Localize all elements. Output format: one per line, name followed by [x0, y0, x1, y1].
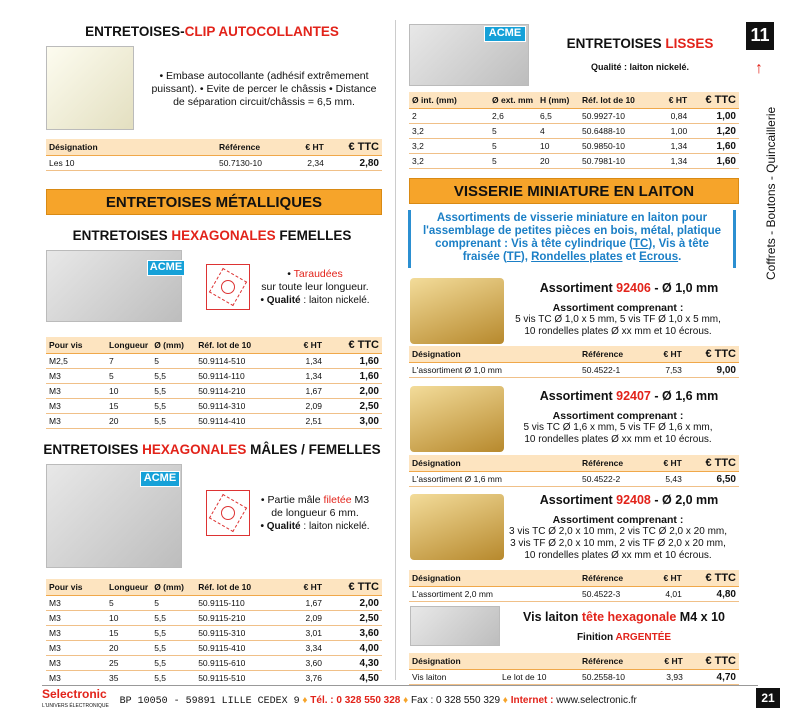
table-row: M3 25 5,5 50.9115-610 3,60 4,30 [46, 656, 382, 671]
table-row: Vis laiton Le lot de 10 50.2558-10 3,93 4,70 [409, 670, 739, 685]
table-row: M3 15 5,5 50.9114-310 2,09 2,50 [46, 399, 382, 414]
vis-tete-table: Désignation Référence € HT € TTC Vis laiton Le lot de 10 50.2558-10 3,93 4,70 [409, 653, 739, 685]
lisses-quality: Qualité : laiton nickelé. [590, 62, 690, 72]
hex-f-title: ENTRETOISES HEXAGONALES FEMELLES [72, 228, 352, 243]
hex-f-description: • Taraudées sur toute leur longueur. • Qualité : laiton nickelé. [260, 268, 370, 306]
footer-fax: Fax : 0 328 550 329 [411, 695, 501, 707]
hex-mf-title: ENTRETOISES HEXAGONALES MÂLES / FEMELLES [43, 442, 381, 457]
table-row: M3 15 5,5 50.9115-310 3,01 3,60 [46, 626, 382, 641]
hex-mf-table: Pour vis Longueur Ø (mm) Réf. lot de 10 € HT € TTC M3 5 5 50.9115-110 1,67 2,00 M3 10 5,5 50.9115-210 2,09 2,50 M3 15 5,5 50.9115-310 3,01 3,60 M3 20 5,5 50.9115-410 3,34 4,00 M3 25 5,5 50.9115-610 3,60 4,30 M3 35 5,5 50.9115-510 3,76 4,50 [46, 579, 382, 686]
footer-internet-label: Internet : [510, 695, 554, 707]
vis-tete-finish: Finition ARGENTÉE [576, 632, 672, 643]
assortment-image [410, 278, 504, 344]
hexagon-diagram-icon [206, 264, 250, 310]
table-row: M2,5 7 5 50.9114-510 1,34 1,60 [46, 354, 382, 369]
footer-website-link[interactable]: www.selectronic.fr [556, 695, 637, 707]
table-row: M3 20 5,5 50.9114-410 2,51 3,00 [46, 414, 382, 429]
table-row: 3,2 5 4 50.6488-10 1,00 1,20 [409, 124, 739, 139]
acme-logo: ACME [484, 26, 526, 42]
hexagon-diagram-icon [206, 490, 250, 536]
hex-mf-description: • Partie mâle filetée M3 de longueur 6 mm. • Qualité : laiton nickelé. [260, 494, 370, 532]
table-row: L'assortiment Ø 1,0 mm 50.4522-1 7,53 9,00 [409, 363, 739, 378]
page-number: 21 [756, 688, 780, 708]
table-row: Les 10 50.7130-10 2,34 2,80 [46, 156, 382, 171]
selectronic-logo: Selectronic L'UNIVERS ÉLECTRONIQUE [42, 687, 109, 709]
metal-band: ENTRETOISES MÉTALLIQUES [46, 189, 382, 215]
table-row: M3 5 5,5 50.9114-110 1,34 1,60 [46, 369, 382, 384]
arrow-up-icon: ↑ [755, 60, 763, 77]
acme-logo: ACME [140, 471, 180, 487]
clip-table: Désignation Référence € HT € TTC Les 10 50.7130-10 2,34 2,80 [46, 139, 382, 171]
table-row: 3,2 5 20 50.7981-10 1,34 1,60 [409, 154, 739, 169]
table-row: M3 35 5,5 50.9115-510 3,76 4,50 [46, 671, 382, 686]
clip-product-image [46, 46, 134, 130]
clip-description: • Embase autocollante (adhésif extrêmement puissant). • Evite de percer le châssis • Distance de séparation circuit/châssis = 6,5 mm. [151, 70, 377, 108]
chapter-label: Coffrets - Boutons - Quincaillerie [764, 106, 778, 280]
assortment-body: Assortiment comprenant : 5 vis TC Ø 1,0 x 5 mm, 5 vis TF Ø 1,0 x 5 mm, 10 rondelles plates Ø xx mm et 10 écrous. [515, 302, 721, 337]
assortment-body: Assortiment comprenant : 5 vis TC Ø 1,6 x mm, 5 vis TF Ø 1,6 x mm, 10 rondelles plates Ø xx mm et 10 écrous. [523, 410, 713, 445]
lisses-title: ENTRETOISES LISSES [566, 36, 714, 51]
hex-screw-image [410, 606, 500, 646]
column-divider [395, 20, 396, 680]
hex-f-table: Pour vis Longueur Ø (mm) Réf. lot de 10 € HT € TTC M2,5 7 5 50.9114-510 1,34 1,60 M3 5 5,5 50.9114-110 1,34 1,60 M3 10 5,5 50.9114-210 1,67 2,00 M3 15 5,5 50.9114-310 2,09 2,50 M3 20 5,5 50.9114-410 2,51 3,00 [46, 337, 382, 429]
footer-address: BP 10050 - 59891 LILLE CEDEX 9 [119, 696, 300, 708]
clip-title: ENTRETOISES-CLIP AUTOCOLLANTES [85, 24, 339, 39]
table-row: M3 10 5,5 50.9115-210 2,09 2,50 [46, 611, 382, 626]
lisses-table: Ø int. (mm) Ø ext. mm H (mm) Réf. lot de 10 € HT € TTC 2 2,6 6,5 50.9927-10 0,84 1,00 3,2 5 4 50.6488-10 1,00 1,20 3,2 5 10 50.9850-10 1,34 1,60 3,2 5 20 50.7981-10 1,34 1,60 [409, 92, 739, 169]
assortment-table: Désignation Référence € HT € TTC L'assortiment 2,0 mm 50.4522-3 4,01 4,80 [409, 570, 739, 602]
assortment-title: Assortiment 92406 - Ø 1,0 mm [539, 281, 719, 295]
visserie-intro: Assortiments de visserie miniature en laiton pour l'assemblage de petites pièces en bois, métal, platique comprenant : Vis à tête cylindrique (TC), Vis à tête fraisée (TF), Rondelles plates et Ecrous. [408, 210, 736, 268]
table-row: L'assortiment Ø 1,6 mm 50.4522-2 5,43 6,50 [409, 472, 739, 487]
assortment-image [410, 494, 504, 560]
table-row: L'assortiment 2,0 mm 50.4522-3 4,01 4,80 [409, 587, 739, 602]
table-row: M3 5 5 50.9115-110 1,67 2,00 [46, 596, 382, 611]
assortment-title: Assortiment 92407 - Ø 1,6 mm [539, 389, 719, 403]
table-row: 3,2 5 10 50.9850-10 1,34 1,60 [409, 139, 739, 154]
assortment-table: Désignation Référence € HT € TTC L'assortiment Ø 1,0 mm 50.4522-1 7,53 9,00 [409, 346, 739, 378]
table-row: 2 2,6 6,5 50.9927-10 0,84 1,00 [409, 109, 739, 124]
chapter-number: 11 [746, 22, 774, 50]
assortment-table: Désignation Référence € HT € TTC L'assortiment Ø 1,6 mm 50.4522-2 5,43 6,50 [409, 455, 739, 487]
table-row: M3 10 5,5 50.9114-210 1,67 2,00 [46, 384, 382, 399]
footer: Selectronic L'UNIVERS ÉLECTRONIQUE BP 10050 - 59891 LILLE CEDEX 9 ♦ Tél. : 0 328 550 328 ♦ Fax : 0 328 550 329 ♦ Internet : www.selectronic.fr [42, 687, 637, 709]
footer-tel: Tél. : 0 328 550 328 [310, 695, 401, 707]
acme-logo: ACME [147, 260, 185, 276]
vis-tete-title: Vis laiton tête hexagonale M4 x 10 [523, 610, 725, 624]
visserie-band: VISSERIE MINIATURE EN LAITON [409, 178, 739, 204]
table-row: M3 20 5,5 50.9115-410 3,34 4,00 [46, 641, 382, 656]
assortment-image [410, 386, 504, 452]
assortment-title: Assortiment 92408 - Ø 2,0 mm [539, 493, 719, 507]
footer-rule [42, 685, 758, 686]
assortment-body: Assortiment comprenant : 3 vis TC Ø 2,0 x 10 mm, 2 vis TC Ø 2,0 x 20 mm, 3 vis TF Ø 2,0 x 10 mm, 2 vis TF Ø 2,0 x 20 mm, 10 rondelles plates Ø xx mm et 10 écrous. [508, 514, 728, 561]
